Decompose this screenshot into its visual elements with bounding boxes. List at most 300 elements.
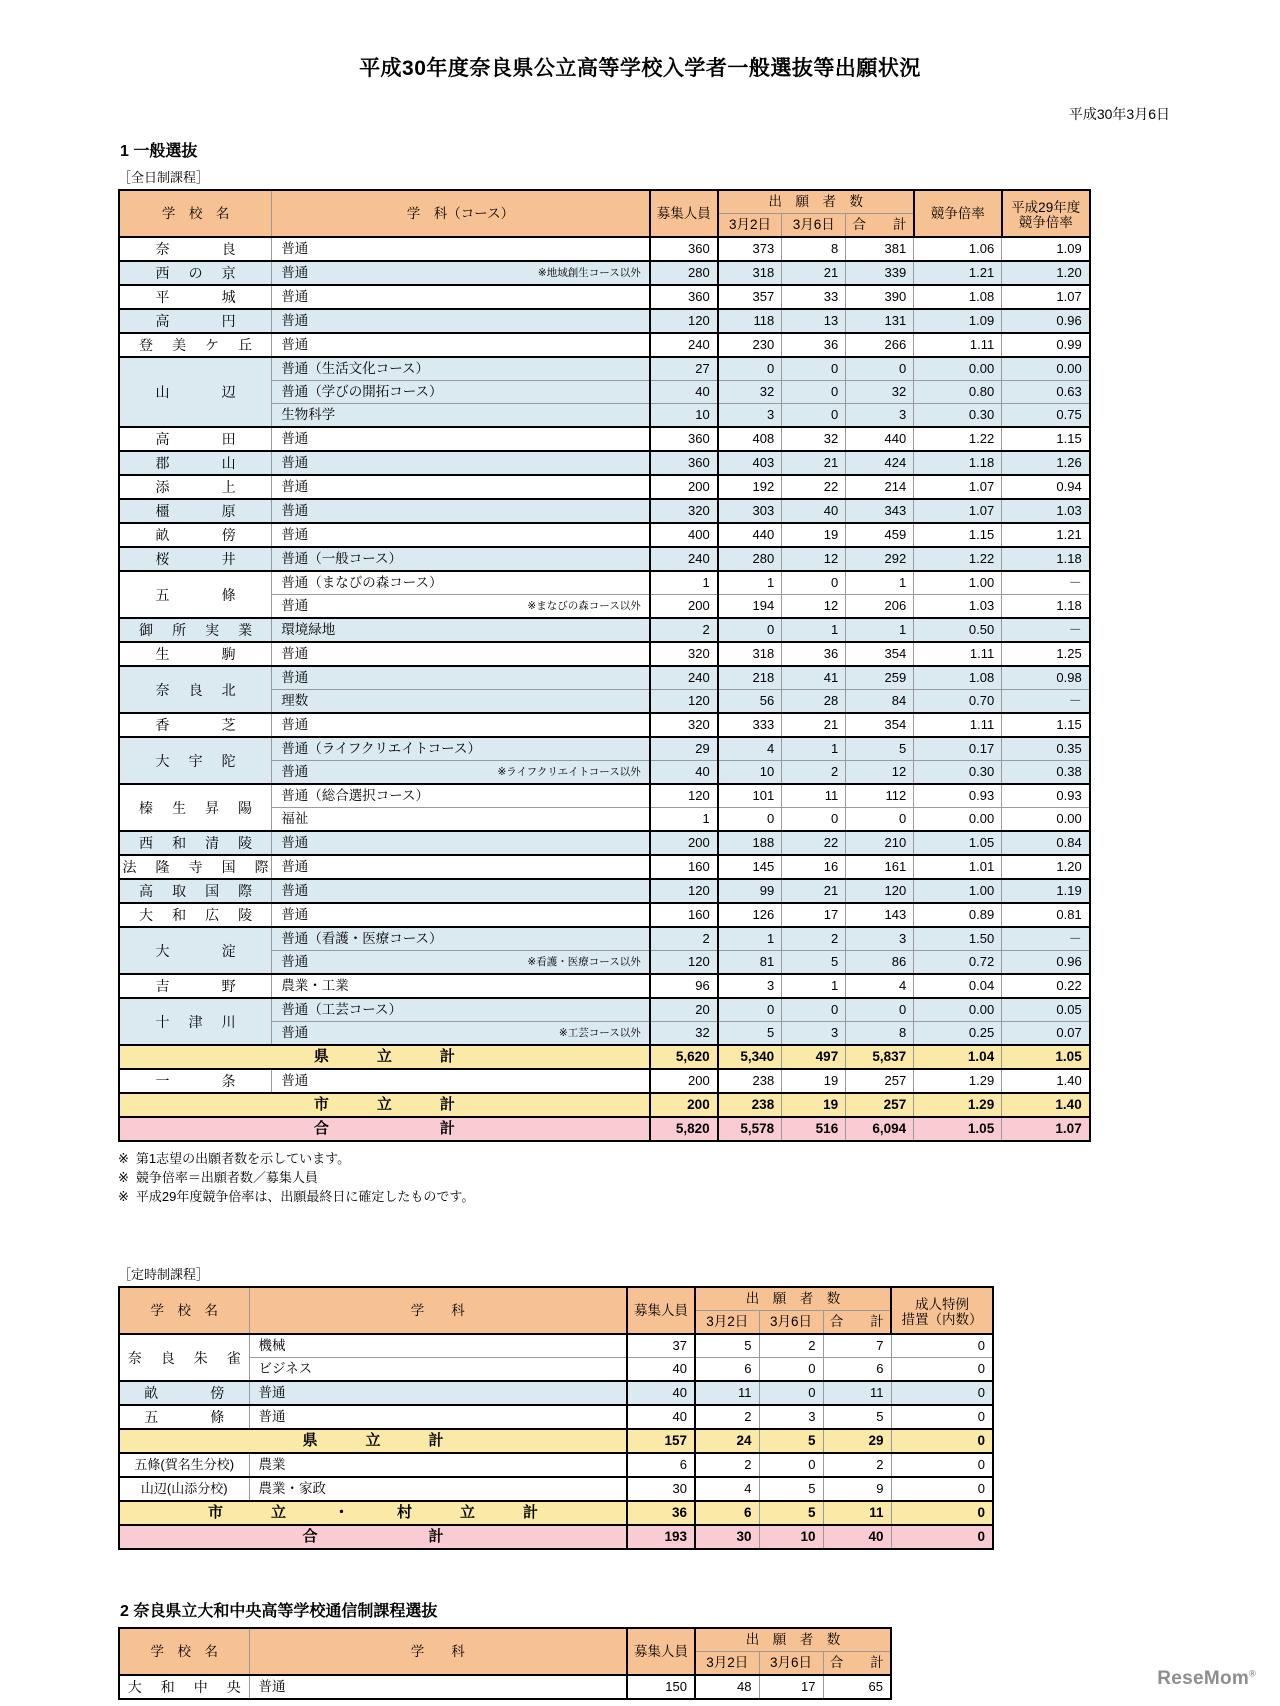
total-row (119, 1429, 993, 1453)
cell-quota: 40 (627, 1381, 695, 1405)
cell-mar6: 0 (782, 808, 846, 832)
cell-total: 0 (846, 998, 914, 1022)
cell-total: 424 (846, 451, 914, 475)
cell-mar2: 0 (718, 618, 782, 642)
cell-mar6: 0 (759, 1453, 823, 1477)
cell-prev: 1.18 (1002, 547, 1090, 571)
col-mar2: 3月2日 (695, 1311, 759, 1335)
total-mar6: 497 (782, 1045, 846, 1069)
cell-quota: 320 (650, 642, 718, 666)
cell-dept: 普通 ※ライフクリエイトコース以外 (272, 761, 650, 785)
cell-school: 大 和 広 陵 (119, 903, 272, 927)
cell-dept: 普通 (272, 237, 650, 261)
cell-mar6: 0 (782, 357, 846, 381)
cell-quota: 200 (650, 595, 718, 619)
cell-quota: 200 (650, 475, 718, 499)
cell-dept: 普通 (272, 475, 650, 499)
cell-mar2: 5 (695, 1334, 759, 1358)
cell-dept: 普通 (272, 855, 650, 879)
cell-ratio: 0.00 (914, 808, 1002, 832)
col-quota: 募集人員 (650, 190, 718, 237)
cell-mar6: 17 (782, 903, 846, 927)
correspondence-table (118, 1627, 892, 1700)
note-line (118, 1187, 1280, 1206)
fulltime-table-wrapper (0, 189, 1280, 1142)
cell-mar2: 408 (718, 427, 782, 451)
cell-school: 添 上 (119, 475, 272, 499)
cell-total: 214 (846, 475, 914, 499)
cell-ratio: 0.00 (914, 998, 1002, 1022)
table-row (119, 357, 1090, 381)
section2-subheading: ［定時制課程］ (118, 1267, 210, 1282)
total-label: 県 立 計 (119, 1045, 650, 1069)
total-special: 0 (891, 1501, 993, 1525)
cell-school: 山 辺 (119, 357, 272, 427)
cell-school: 榛 生 昇 陽 (119, 784, 272, 831)
cell-ratio: 1.11 (914, 642, 1002, 666)
cell-ratio: 1.50 (914, 927, 1002, 951)
cell-school: 奈 良 (119, 237, 272, 261)
cell-mar6: 40 (782, 499, 846, 523)
cell-prev: 0.05 (1002, 998, 1090, 1022)
total-prev: 1.07 (1002, 1117, 1090, 1141)
table-row (119, 309, 1090, 333)
cell-mar6: 3 (759, 1405, 823, 1429)
total-total: 5,837 (846, 1045, 914, 1069)
cell-prev: 0.00 (1002, 357, 1090, 381)
cell-total: 354 (846, 713, 914, 737)
cell-prev: 1.21 (1002, 523, 1090, 547)
cell-dept: ビジネス (249, 1358, 627, 1382)
cell-ratio: 1.07 (914, 499, 1002, 523)
cell-prev: 0.35 (1002, 737, 1090, 761)
total-label: 市 立 ・ 村 立 計 (119, 1501, 627, 1525)
cell-school: 生 駒 (119, 642, 272, 666)
cell-mar2: 48 (695, 1675, 759, 1699)
cell-mar6: 1 (782, 618, 846, 642)
total-label: 合 計 (119, 1117, 650, 1141)
cell-prev: 1.19 (1002, 879, 1090, 903)
cell-school: 郡 山 (119, 451, 272, 475)
cell-mar2: 6 (695, 1358, 759, 1382)
cell-ratio: 0.04 (914, 974, 1002, 998)
cell-dept: 普通 (249, 1675, 627, 1699)
cell-mar6: 22 (782, 831, 846, 855)
cell-total: 339 (846, 261, 914, 285)
col-total: 合 計 (846, 214, 914, 238)
table-row (119, 879, 1090, 903)
cell-mar6: 16 (782, 855, 846, 879)
cell-mar2: 4 (695, 1477, 759, 1501)
table-row (119, 1675, 891, 1699)
table-row (119, 618, 1090, 642)
cell-quota: 6 (627, 1453, 695, 1477)
cell-mar2: 99 (718, 879, 782, 903)
cell-school: 十 津 川 (119, 998, 272, 1045)
cell-total: 12 (846, 761, 914, 785)
cell-mar6: 21 (782, 451, 846, 475)
cell-school: 畝 傍 (119, 1381, 249, 1405)
total-quota: 157 (627, 1429, 695, 1453)
total-mar2: 238 (718, 1093, 782, 1117)
cell-dept: 普通 (249, 1381, 627, 1405)
cell-mar2: 118 (718, 309, 782, 333)
table-row (119, 333, 1090, 357)
cell-dept: 農業・工業 (272, 974, 650, 998)
cell-mar2: 3 (718, 404, 782, 428)
cell-ratio: 1.15 (914, 523, 1002, 547)
cell-mar2: 230 (718, 333, 782, 357)
cell-total: 4 (846, 974, 914, 998)
cell-quota: 40 (627, 1405, 695, 1429)
cell-quota: 10 (650, 404, 718, 428)
note-line (118, 1168, 1280, 1187)
cell-school: 五 條 (119, 1405, 249, 1429)
cell-total: 2 (823, 1453, 891, 1477)
cell-dept: 普通（生活文化コース） (272, 357, 650, 381)
cell-mar2: 218 (718, 666, 782, 690)
col-dept: 学 科 (249, 1287, 627, 1334)
cell-quota: 40 (650, 381, 718, 404)
cell-dept: 普通 (272, 879, 650, 903)
col-quota: 募集人員 (627, 1628, 695, 1675)
total-total: 29 (823, 1429, 891, 1453)
total-ratio: 1.29 (914, 1093, 1002, 1117)
cell-quota: 1 (650, 808, 718, 832)
col-total: 合 計 (823, 1652, 891, 1676)
cell-ratio: 1.06 (914, 237, 1002, 261)
cell-mar2: 101 (718, 784, 782, 808)
cell-total: 1 (846, 618, 914, 642)
total-row (119, 1045, 1090, 1069)
total-total: 6,094 (846, 1117, 914, 1141)
cell-prev: － (1002, 571, 1090, 595)
cell-mar2: 280 (718, 547, 782, 571)
cell-mar6: 1 (782, 974, 846, 998)
cell-prev: 0.38 (1002, 761, 1090, 785)
cell-school: 奈 良 北 (119, 666, 272, 713)
cell-total: 84 (846, 690, 914, 714)
cell-quota: 120 (650, 309, 718, 333)
note-text: 第1志望の出願者数を示しています。 (135, 1151, 351, 1166)
total-mar6: 5 (759, 1501, 823, 1525)
cell-total: 65 (823, 1675, 891, 1699)
cell-total: 143 (846, 903, 914, 927)
cell-mar2: 440 (718, 523, 782, 547)
cell-school: 高 円 (119, 309, 272, 333)
cell-school: 法 隆 寺 国 際 (119, 855, 272, 879)
note-mark: ※ (118, 1151, 129, 1166)
cell-quota: 96 (650, 974, 718, 998)
table-row (119, 261, 1090, 285)
cell-total: 112 (846, 784, 914, 808)
table-row (119, 998, 1090, 1022)
cell-prev: 0.63 (1002, 381, 1090, 404)
cell-mar6: 33 (782, 285, 846, 309)
note-mark: ※ (118, 1170, 129, 1185)
cell-mar2: 194 (718, 595, 782, 619)
cell-quota: 40 (627, 1358, 695, 1382)
cell-total: 32 (846, 381, 914, 404)
cell-mar6: 3 (782, 1022, 846, 1046)
cell-dept: 普通（まなびの森コース） (272, 571, 650, 595)
cell-total: 354 (846, 642, 914, 666)
cell-mar6: 17 (759, 1675, 823, 1699)
cell-prev: 0.81 (1002, 903, 1090, 927)
cell-dept: 福祉 (272, 808, 650, 832)
cell-mar2: 188 (718, 831, 782, 855)
cell-quota: 1 (650, 571, 718, 595)
cell-ratio: 1.11 (914, 333, 1002, 357)
cell-prev: 1.15 (1002, 713, 1090, 737)
cell-prev: 0.22 (1002, 974, 1090, 998)
cell-total: 11 (823, 1381, 891, 1405)
cell-school: 高 田 (119, 427, 272, 451)
col-applicants-group: 出 願 者 数 (718, 190, 914, 214)
cell-ratio: 0.30 (914, 761, 1002, 785)
cell-total: 161 (846, 855, 914, 879)
cell-dept-note: ※看護・医療コース以外 (527, 956, 641, 968)
cell-mar6: 0 (782, 571, 846, 595)
cell-prev: 1.07 (1002, 285, 1090, 309)
watermark: ReseMom® (1157, 1668, 1256, 1689)
cell-total: 266 (846, 333, 914, 357)
cell-prev: 1.20 (1002, 855, 1090, 879)
cell-total: 459 (846, 523, 914, 547)
table-row (119, 1069, 1090, 1093)
cell-total: 259 (846, 666, 914, 690)
cell-ratio: 1.00 (914, 879, 1002, 903)
total-mar6: 5 (759, 1429, 823, 1453)
cell-quota: 120 (650, 690, 718, 714)
cell-special: 0 (891, 1358, 993, 1382)
cell-quota: 200 (650, 831, 718, 855)
total-special: 0 (891, 1525, 993, 1549)
note-text: 競争倍率＝出願者数／募集人員 (135, 1170, 318, 1185)
cell-prev: － (1002, 690, 1090, 714)
cell-prev: 1.15 (1002, 427, 1090, 451)
cell-quota: 320 (650, 499, 718, 523)
cell-quota: 30 (627, 1477, 695, 1501)
cell-dept: 普通 (272, 831, 650, 855)
cell-mar6: 19 (782, 1069, 846, 1093)
cell-school: 香 芝 (119, 713, 272, 737)
col-special-line1: 成人特例 (915, 1297, 969, 1312)
total-mar6: 516 (782, 1117, 846, 1141)
cell-ratio: 0.89 (914, 903, 1002, 927)
cell-mar6: 0 (782, 381, 846, 404)
total-label: 県 立 計 (119, 1429, 627, 1453)
cell-ratio: 1.00 (914, 571, 1002, 595)
cell-mar2: 373 (718, 237, 782, 261)
cell-school: 五條(賀名生分校) (119, 1453, 249, 1477)
total-row (119, 1525, 993, 1549)
cell-quota: 160 (650, 903, 718, 927)
total-mar2: 30 (695, 1525, 759, 1549)
cell-dept: 普通 (272, 427, 650, 451)
section1-subheading: ［全日制課程］ (118, 170, 210, 185)
cell-school: 平 城 (119, 285, 272, 309)
cell-quota: 29 (650, 737, 718, 761)
cell-mar2: 10 (718, 761, 782, 785)
cell-mar2: 5 (718, 1022, 782, 1046)
cell-mar6: 5 (782, 951, 846, 975)
col-mar2: 3月2日 (695, 1652, 759, 1676)
total-label: 合 計 (119, 1525, 627, 1549)
cell-mar2: 4 (718, 737, 782, 761)
cell-mar6: 22 (782, 475, 846, 499)
table-row (119, 285, 1090, 309)
parttime-table-body (119, 1334, 993, 1549)
cell-mar6: 0 (782, 404, 846, 428)
cell-mar2: 81 (718, 951, 782, 975)
total-total: 257 (846, 1093, 914, 1117)
cell-dept: 普通 ※工芸コース以外 (272, 1022, 650, 1046)
cell-mar2: 145 (718, 855, 782, 879)
cell-mar2: 32 (718, 381, 782, 404)
total-quota: 193 (627, 1525, 695, 1549)
total-mar2: 24 (695, 1429, 759, 1453)
cell-dept: 普通（一般コース） (272, 547, 650, 571)
cell-mar2: 192 (718, 475, 782, 499)
cell-prev: 0.99 (1002, 333, 1090, 357)
cell-school: 畝 傍 (119, 523, 272, 547)
cell-mar2: 56 (718, 690, 782, 714)
cell-mar2: 318 (718, 642, 782, 666)
total-mar2: 5,340 (718, 1045, 782, 1069)
cell-total: 9 (823, 1477, 891, 1501)
cell-dept-note: ※ライフクリエイトコース以外 (497, 766, 641, 778)
cell-ratio: 1.09 (914, 309, 1002, 333)
cell-prev: 0.75 (1002, 404, 1090, 428)
section1-heading: 1 一般選抜 (120, 143, 198, 160)
cell-prev: 0.98 (1002, 666, 1090, 690)
cell-school: 高 取 国 際 (119, 879, 272, 903)
cell-dept: 普通 (272, 309, 650, 333)
section3-heading: 2 奈良県立大和中央高等学校通信制課程選抜 (120, 1603, 438, 1620)
fulltime-table-header (119, 190, 1090, 237)
cell-mar6: 0 (759, 1358, 823, 1382)
cell-total: 3 (846, 404, 914, 428)
cell-ratio: 0.30 (914, 404, 1002, 428)
cell-total: 1 (846, 571, 914, 595)
cell-quota: 320 (650, 713, 718, 737)
total-mar2: 6 (695, 1501, 759, 1525)
cell-total: 210 (846, 831, 914, 855)
col-ratio: 競争倍率 (914, 190, 1002, 237)
cell-quota: 120 (650, 879, 718, 903)
cell-dept: 普通 (272, 499, 650, 523)
cell-ratio: 1.18 (914, 451, 1002, 475)
cell-ratio: 1.29 (914, 1069, 1002, 1093)
note-mark: ※ (118, 1189, 129, 1204)
cell-dept: 環境緑地 (272, 618, 650, 642)
cell-dept: 機械 (249, 1334, 627, 1358)
cell-quota: 160 (650, 855, 718, 879)
total-total: 40 (823, 1525, 891, 1549)
cell-mar6: 5 (759, 1477, 823, 1501)
cell-ratio: 0.93 (914, 784, 1002, 808)
col-quota: 募集人員 (627, 1287, 695, 1334)
table-row (119, 1381, 993, 1405)
cell-prev: 0.93 (1002, 784, 1090, 808)
table-row (119, 784, 1090, 808)
parttime-table-header (119, 1287, 993, 1334)
col-special-line2: 措置（内数） (901, 1312, 983, 1327)
cell-total: 5 (823, 1405, 891, 1429)
cell-mar6: 0 (759, 1381, 823, 1405)
cell-ratio: 1.22 (914, 547, 1002, 571)
cell-mar6: 2 (782, 927, 846, 951)
cell-special: 0 (891, 1381, 993, 1405)
total-quota: 36 (627, 1501, 695, 1525)
cell-school: 一 条 (119, 1069, 272, 1093)
cell-dept: 普通 (272, 666, 650, 690)
cell-quota: 280 (650, 261, 718, 285)
cell-school: 登 美 ケ 丘 (119, 333, 272, 357)
cell-mar6: 19 (782, 523, 846, 547)
col-applicants-group: 出 願 者 数 (695, 1628, 891, 1652)
cell-mar6: 2 (759, 1334, 823, 1358)
cell-dept: 普通 (272, 451, 650, 475)
col-ratio-prev-line2: 競争倍率 (1018, 215, 1073, 230)
cell-mar6: 11 (782, 784, 846, 808)
total-prev: 1.05 (1002, 1045, 1090, 1069)
cell-prev: 1.40 (1002, 1069, 1090, 1093)
table-row (119, 642, 1090, 666)
col-applicants-group: 出 願 者 数 (695, 1287, 891, 1311)
cell-quota: 360 (650, 285, 718, 309)
parttime-table (118, 1286, 994, 1550)
table-row (119, 831, 1090, 855)
cell-school: 橿 原 (119, 499, 272, 523)
cell-ratio: 1.03 (914, 595, 1002, 619)
total-row (119, 1117, 1090, 1141)
cell-quota: 37 (627, 1334, 695, 1358)
cell-prev: 0.84 (1002, 831, 1090, 855)
cell-mar2: 126 (718, 903, 782, 927)
fulltime-table (118, 189, 1091, 1142)
cell-dept-note: ※まなびの森コース以外 (527, 600, 641, 612)
total-mar2: 5,578 (718, 1117, 782, 1141)
cell-mar6: 21 (782, 261, 846, 285)
total-quota: 5,820 (650, 1117, 718, 1141)
correspondence-table-header (119, 1628, 891, 1675)
cell-quota: 240 (650, 333, 718, 357)
cell-dept: 理数 (272, 690, 650, 714)
cell-dept: 農業・家政 (249, 1477, 627, 1501)
cell-quota: 360 (650, 427, 718, 451)
cell-special: 0 (891, 1453, 993, 1477)
cell-quota: 40 (650, 761, 718, 785)
cell-dept: 普通 (272, 285, 650, 309)
note-text: 平成29年度競争倍率は、出願最終日に確定したものです。 (135, 1189, 475, 1204)
cell-ratio: 1.08 (914, 285, 1002, 309)
col-school: 学 校 名 (119, 1628, 249, 1675)
total-ratio: 1.04 (914, 1045, 1002, 1069)
cell-total: 0 (846, 808, 914, 832)
cell-prev: 0.07 (1002, 1022, 1090, 1046)
cell-school: 大 淀 (119, 927, 272, 974)
cell-dept: 普通（看護・医療コース） (272, 927, 650, 951)
cell-quota: 20 (650, 998, 718, 1022)
cell-quota: 27 (650, 357, 718, 381)
cell-mar2: 318 (718, 261, 782, 285)
table-row (119, 855, 1090, 879)
total-quota: 200 (650, 1093, 718, 1117)
cell-dept: 生物科学 (272, 404, 650, 428)
table-row (119, 237, 1090, 261)
